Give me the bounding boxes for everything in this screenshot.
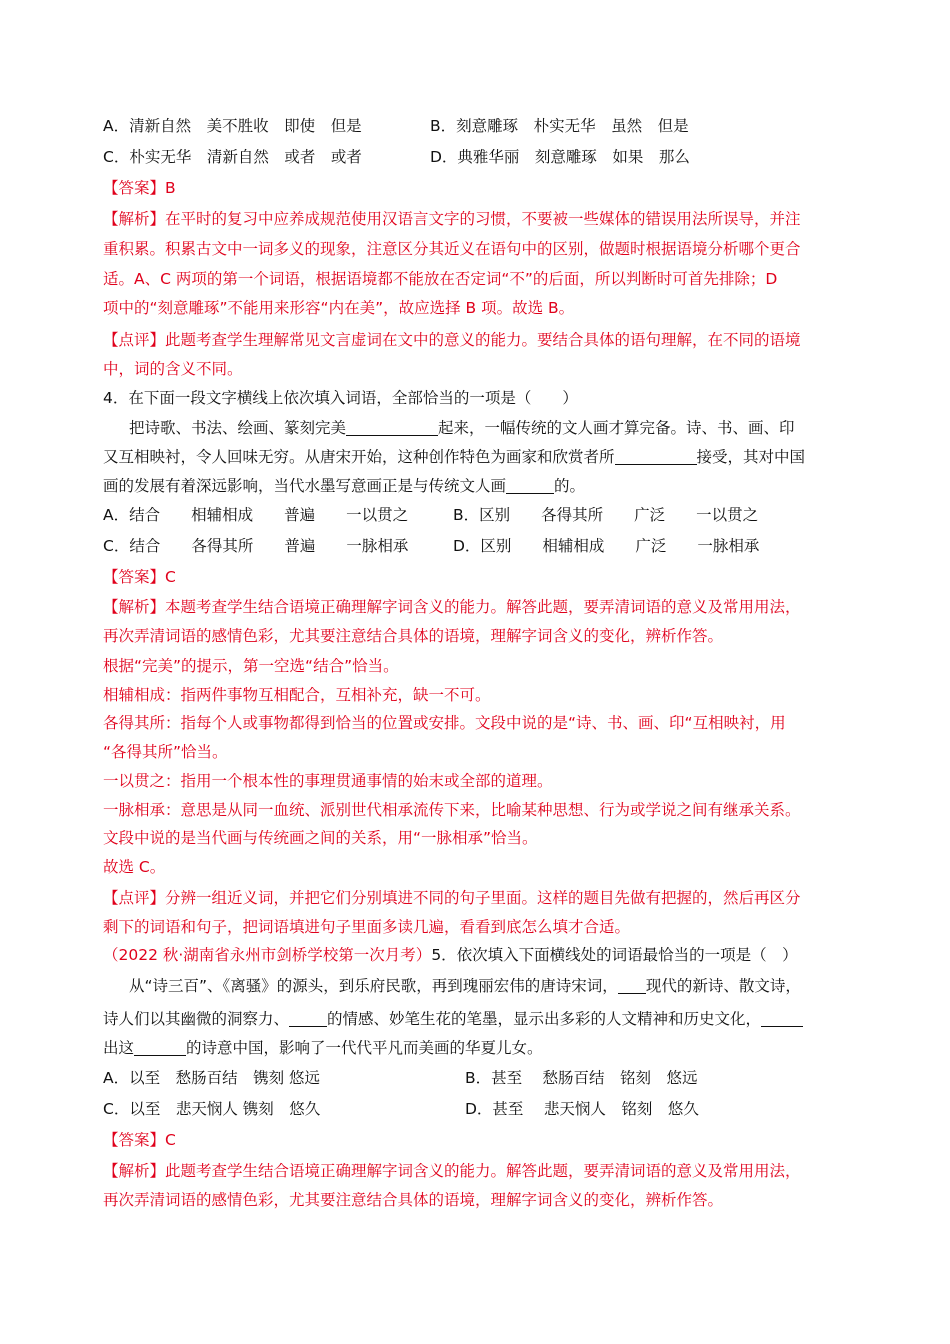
q3-analysis-line: 适。A、C 两项的第一个词语，根据语境都不能放在否定词“不”的后面，所以判断时可首先排除；D [103, 270, 778, 288]
q4-comment-line: 【点评】分辨一组近义词，并把它们分别填进不同的句子里面。这样的题目先做有把握的，然后再区分 [103, 889, 801, 907]
q4-options-row-2 [103, 531, 863, 561]
q4-passage-line-1 [103, 413, 889, 443]
q3-answer: 【答案】B [103, 179, 176, 197]
q4-stem: 4．在下面一段文字横线上依次填入词语，全部恰当的一项是（ ） [103, 389, 578, 407]
q4-passage-text: 又互相映衬，令人回味无穷。从唐宋开始，这种创作特色为画家和欣赏者所 [103, 448, 615, 466]
q5-passage-line-1 [103, 971, 889, 1001]
q5-stem: 5．依次填入下面横线处的词语最恰当的一项是（ ） [431, 946, 798, 964]
q5-passage-text: 现代的新诗、散文诗， [645, 977, 801, 995]
q5-options-row-2 [103, 1094, 863, 1124]
q4-passage-text: 接受，其对中国 [696, 448, 806, 466]
blank-underline [506, 475, 554, 494]
q4-passage-line-3 [103, 471, 863, 501]
q5-passage-text: 从“诗三百”、《离骚》的源头，到乐府民歌，再到瑰丽宏伟的唐诗宋词， [129, 977, 618, 995]
q3-analysis-line: 重积累。积累古文中一词多义的现象，注意区分其近义在语句中的区别，做题时根据语境分析哪个更合 [103, 240, 801, 258]
q4-analysis-line: 相辅相成：指两件事物互相配合，互相补充，缺一不可。 [103, 686, 491, 704]
blank-underline [618, 975, 646, 994]
q4-analysis-line: 文段中说的是当代画与传统画之间的关系，用“一脉相承”恰当。 [103, 829, 538, 847]
q4-option-c: C．结合 各得其所 普遍 一脉相承 [103, 537, 409, 555]
q4-analysis-line: “各得其所”恰当。 [103, 743, 228, 761]
q5-option-a: A．以至 愁肠百结 镌刻 悠远 [103, 1069, 321, 1087]
q4-analysis-line: 【解析】本题考查学生结合语境正确理解字词含义的能力。解答此题，要弄清词语的意义及常用用法， [103, 598, 801, 616]
q4-analysis-line: 故选 C。 [103, 858, 166, 876]
q3-comment-line: 【点评】此题考查学生理解常见文言虚词在文中的意义的能力。要结合具体的语句理解，在不同的语境 [103, 331, 801, 349]
q5-option-d: D．甚至 悲天悯人 铭刻 悠久 [465, 1100, 699, 1118]
q4-passage-text: 画的发展有着深远影响，当代水墨写意画正是与传统文人画 [103, 477, 507, 495]
q4-analysis-line: 根据“完美”的提示，第一空选“结合”恰当。 [103, 657, 399, 675]
q4-option-d: D．区别 相辅相成 广泛 一脉相承 [453, 537, 760, 555]
q3-option-a: A．清新自然 美不胜收 即使 但是 [103, 117, 362, 135]
q4-passage-text: 把诗歌、书法、绘画、篆刻完美 [129, 419, 347, 437]
q4-analysis-line: 一脉相承：意思是从同一血统、派别世代相承流传下来，比喻某种思想、行为或学说之间有继承关系。 [103, 801, 801, 819]
q5-source: （2022 秋·湖南省永州市剑桥学校第一次月考） [103, 946, 432, 964]
q4-analysis-line: 再次弄清词语的感情色彩，尤其要注意结合具体的语境，理解字词含义的变化，辨析作答。 [103, 627, 724, 645]
q3-option-c: C．朴实无华 清新自然 或者 或者 [103, 148, 362, 166]
blank-underline [615, 446, 697, 465]
q3-option-b: B．刻意雕琢 朴实无华 虽然 但是 [430, 117, 689, 135]
q5-analysis-line: 【解析】此题考查学生结合语境正确理解字词含义的能力。解答此题，要弄清词语的意义及常用用法， [103, 1162, 801, 1180]
q5-passage-text: 的诗意中国，影响了一代代平凡而美画的华夏儿女。 [186, 1039, 543, 1057]
q5-analysis-line: 再次弄清词语的感情色彩，尤其要注意结合具体的语境，理解字词含义的变化，辨析作答。 [103, 1191, 724, 1209]
q4-analysis-line: 一以贯之：指用一个根本性的事理贯通事情的始末或全部的道理。 [103, 772, 553, 790]
q3-analysis-line: 【解析】在平时的复习中应养成规范使用汉语言文字的习惯，不要被一些媒体的错误用法所误导，并注 [103, 210, 801, 228]
q3-options-row-2 [103, 142, 863, 172]
q4-comment-line: 剩下的词语和句子，把词语填进句子里面多读几遍，看看到底怎么填才合适。 [103, 918, 631, 936]
q3-analysis-line: 项中的“刻意雕琢”不能用来形容“内在美”，故应选择 B 项。故选 B。 [103, 299, 575, 317]
q5-passage-text: 的情感、妙笔生花的笔墨，显示出多彩的人文精神和历史文化， [327, 1010, 762, 1028]
blank-underline [346, 417, 438, 436]
q5-option-c: C．以至 悲天悯人 镌刻 悠久 [103, 1100, 321, 1118]
q5-answer: 【答案】C [103, 1131, 176, 1149]
q3-option-d: D．典雅华丽 刻意雕琢 如果 那么 [430, 148, 690, 166]
q5-passage-text: 出这 [103, 1039, 135, 1057]
q5-passage-line-2 [103, 1004, 863, 1034]
q5-passage-text: 诗人们以其幽微的洞察力、 [103, 1010, 290, 1028]
q5-stem-line [103, 940, 863, 970]
blank-underline [134, 1037, 186, 1056]
blank-underline [289, 1008, 327, 1027]
q5-option-b: B．甚至 愁肠百结 铭刻 悠远 [465, 1069, 698, 1087]
q3-options-row-1 [103, 111, 863, 141]
q4-answer: 【答案】C [103, 568, 176, 586]
q4-analysis-line: 各得其所：指每个人或事物都得到恰当的位置或安排。文段中说的是“诗、书、画、印“互相映衬，用 [103, 714, 786, 732]
q4-option-a: A．结合 相辅相成 普遍 一以贯之 [103, 506, 409, 524]
q4-passage-text: 的。 [554, 477, 586, 495]
q4-options-row-1 [103, 500, 863, 530]
q3-comment-line: 中，词的含义不同。 [103, 360, 243, 378]
q4-passage-text: 起来，一幅传统的文人画才算完备。诗、书、画、印 [438, 419, 795, 437]
q4-option-b: B．区别 各得其所 广泛 一以贯之 [453, 506, 759, 524]
q5-options-row-1 [103, 1063, 863, 1093]
q4-passage-line-2 [103, 442, 863, 472]
q5-passage-line-3 [103, 1033, 863, 1063]
blank-underline [761, 1008, 803, 1027]
